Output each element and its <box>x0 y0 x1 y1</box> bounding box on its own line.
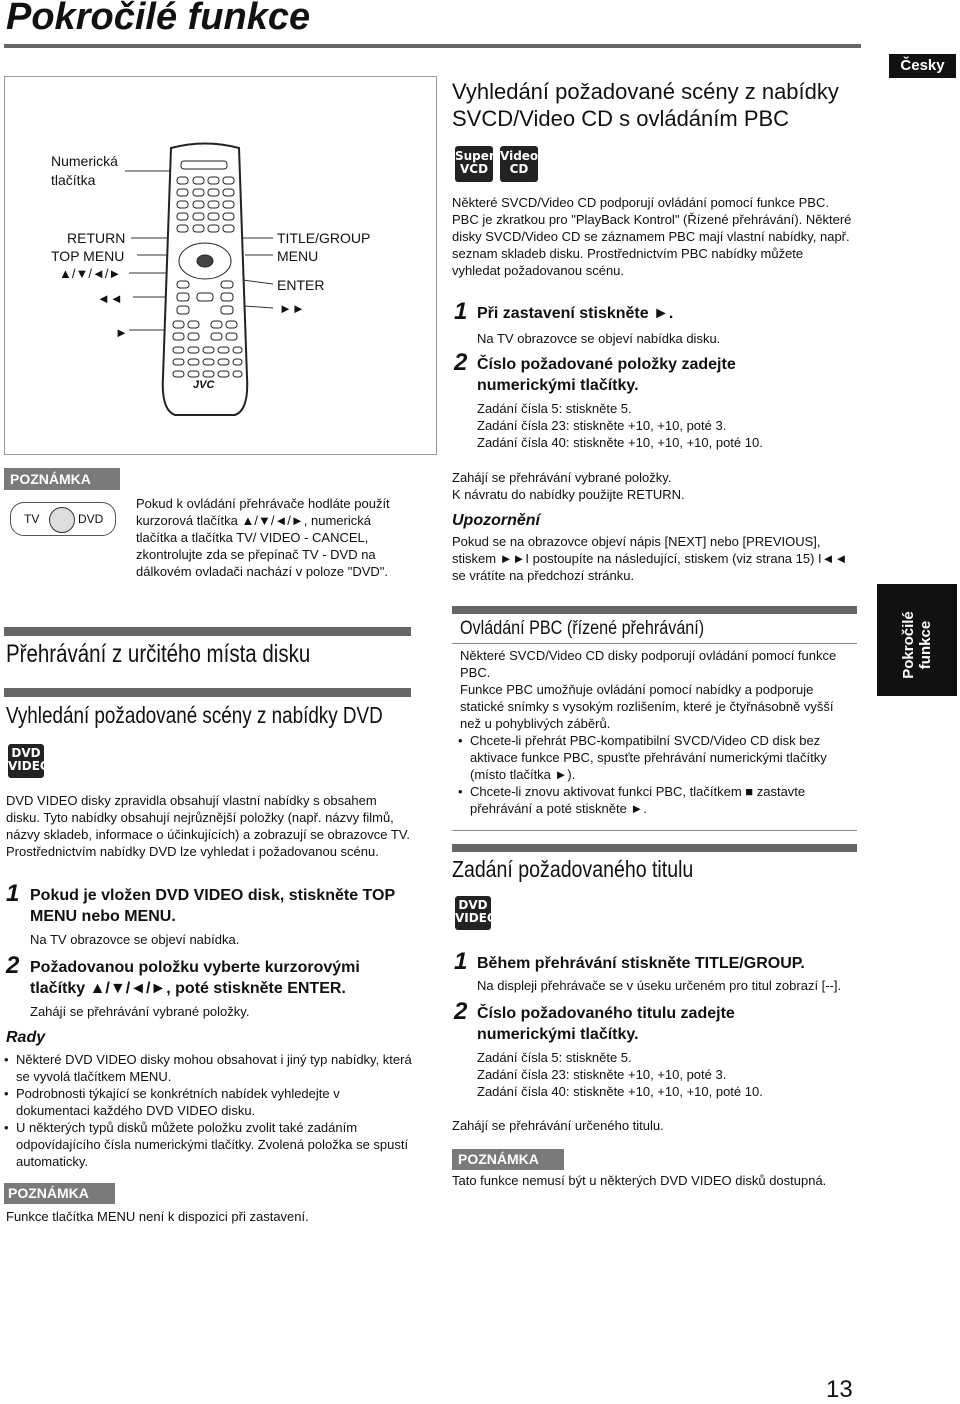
page-number: 13 <box>826 1376 853 1403</box>
example-line: Zadání čísla 40: stiskněte +10, +10, +10, poté 10. <box>477 1084 763 1099</box>
section-rule <box>4 627 411 636</box>
label-prev: ◄◄ <box>97 291 123 306</box>
right-step1: Při zastavení stiskněte ►. <box>477 305 674 322</box>
pbc-title: Ovládání PBC (řízené přehrávání) <box>460 618 705 639</box>
note-badge-right: POZNÁMKA <box>452 1149 564 1170</box>
section-title: Přehrávání z určitého místa disku <box>6 640 311 668</box>
title-section-rule <box>452 844 857 852</box>
remote-illustration <box>4 76 437 455</box>
language-tab: Česky <box>889 54 956 78</box>
tips-list <box>2 1051 412 1170</box>
super-vcd-logo: Super VCD <box>455 146 493 182</box>
right-step1-sub: Na TV obrazovce se objeví nabídka disku. <box>477 331 721 346</box>
pbc-text-2: Funkce PBC umožňuje ovládání pomocí nabídky a podporuje statické snímky s vysokým rozlišením, které je čtyřnásobně vyšší než u pohyblivých záběrů. <box>460 682 834 731</box>
switch-label-dvd: DVD <box>78 512 104 526</box>
label-topmenu: TOP MENU <box>51 248 125 264</box>
dvd-video-logo: DVD VIDEO <box>8 744 44 778</box>
example-line: Zadání čísla 23: stiskněte +10, +10, poté 3. <box>477 418 727 433</box>
note-text-right: Tato funkce nemusí být u některých DVD VIDEO disků dostupná. <box>452 1173 827 1188</box>
pbc-text-1: Některé SVCD/Video CD disky podporují ovládání pomocí funkce PBC. <box>460 648 837 680</box>
pbc-title-rule <box>452 643 857 644</box>
left-step1-number: 1 <box>6 880 20 907</box>
label-numeric: Numerická tlačítka <box>51 153 118 188</box>
note-badge-1: POZNÁMKA <box>4 468 120 490</box>
left-step2-number: 2 <box>6 952 20 979</box>
after-line: K návratu do nabídky použijte RETURN. <box>452 487 685 502</box>
label-next: ►► <box>279 301 305 316</box>
switch-knob <box>49 507 75 533</box>
video-cd-logo: Video CD <box>500 146 538 182</box>
title-step2-sub <box>477 1049 763 1100</box>
title-after: Zahájí se přehrávání určeného titulu. <box>452 1118 664 1133</box>
title-step1-sub: Na displeji přehrávače se v úseku určeném pro titul zobrazí [--]. <box>477 978 842 993</box>
pbc-top-rule <box>452 606 857 614</box>
label-titlegroup: TITLE/GROUP <box>277 230 371 246</box>
subsection-rule <box>4 688 411 697</box>
left-step1-sub: Na TV obrazovce se objeví nabídka. <box>30 932 240 947</box>
pbc-bullets <box>456 732 852 817</box>
pbc-bullet: • Chcete-li přehrát PBC-kompatibilní SVCD/Video CD disk bez aktivace funkce PBC, spusťte přehrávání numerickými tlačítky (místo tlačítka ►). <box>456 732 852 783</box>
title-step1-number: 1 <box>454 948 468 975</box>
side-tab <box>877 584 957 696</box>
right-step2-sub <box>477 400 763 451</box>
left-step1: Pokud je vložen DVD VIDEO disk, stiskněte TOP MENU nebo MENU. <box>30 887 395 925</box>
left-step2-sub: Zahájí se přehrávání vybrané položky. <box>30 1004 250 1019</box>
caution-text: Pokud se na obrazovce objeví nápis [NEXT] nebo [PREVIOUS], stiskem ►►I postoupíte na následující, stiskem (viz strana 15) I◄◄ se vrátíte na předchozí stránku. <box>452 534 848 583</box>
right-after <box>452 469 685 503</box>
right-step2-number: 2 <box>454 349 468 376</box>
label-arrows: ▲/▼/◄/► <box>59 266 122 281</box>
title-step1: Během přehrávání stiskněte TITLE/GROUP. <box>477 955 805 972</box>
left-step2: Požadovanou položku vyberte kurzorovými tlačítky ▲/▼/◄/►, poté stiskněte ENTER. <box>30 959 360 997</box>
label-play: ► <box>115 325 128 340</box>
title-step2-number: 2 <box>454 998 468 1025</box>
right-heading: Vyhledání požadované scény z nabídky SVCD/Video CD s ovládáním PBC <box>452 79 839 131</box>
pbc-bullet: • Chcete-li znovu aktivovat funkci PBC, tlačítkem ■ zastavte přehrávání a poté stiskněte ►. <box>456 783 852 817</box>
label-return: RETURN <box>67 230 126 246</box>
tip-item: • U některých typů disků můžete položku zvolit také zadáním odpovídajícího čísla numerickými tlačítky. Zvolená položka se spustí automaticky. <box>2 1119 412 1170</box>
right-intro: Některé SVCD/Video CD podporují ovládání pomocí funkce PBC. PBC je zkratkou pro "PlayBack Kontrol" (Řízené přehrávání). Některé disky SVCD/Video CD se záznamem PBC mají vlastní nabídky, např. seznam skladeb disku. Prostřednictvím PBC nabídky můžete vyhledat požadovanou scénu. <box>452 195 852 278</box>
tv-dvd-switch <box>10 502 116 536</box>
left-intro: DVD VIDEO disky zpravidla obsahují vlastní nabídky s obsahem disku. Tyto nabídky obsahují nejrůznější položky (např. názvy filmů, názvy skladeb, informace o účinkujících) a zobrazují se obrazovce TV. Prostřednictvím nabídky DVD lze vyhledat i požadovanou scénu. <box>6 793 410 859</box>
note-text-1: Pokud k ovládání přehrávače hodláte použít kurzorová tlačítka ▲/▼/◄/►, numerická tlačítka a tlačítka TV/ VIDEO - CANCEL, zkontrolujte zda se přepínač TV - DVD na dálkovém ovladači nachází v poloze "DVD". <box>136 496 390 579</box>
example-line: Zadání čísla 5: stiskněte 5. <box>477 1050 632 1065</box>
pbc-bottom-rule <box>452 830 857 831</box>
title-heading: Zadání požadovaného titulu <box>452 856 694 882</box>
label-enter: ENTER <box>277 277 325 293</box>
after-line: Zahájí se přehrávání vybrané položky. <box>452 470 672 485</box>
subsection-title: Vyhledání požadované scény z nabídky DVD <box>6 702 383 728</box>
example-line: Zadání čísla 40: stiskněte +10, +10, +10, poté 10. <box>477 435 763 450</box>
note-text-left: Funkce tlačítka MENU není k dispozici při zastavení. <box>6 1209 309 1224</box>
example-line: Zadání čísla 23: stiskněte +10, +10, poté 3. <box>477 1067 727 1082</box>
right-step2: Číslo požadované položky zadejte numerickými tlačítky. <box>477 356 736 394</box>
remote-brand: JVC <box>193 379 215 391</box>
remote-drawing <box>5 77 436 454</box>
title-rule <box>4 44 861 48</box>
tips-title: Rady <box>6 1029 46 1046</box>
tip-item: • Podrobnosti týkající se konkrétních nabídek vyhledejte v dokumentaci každého DVD VIDEO disku. <box>2 1085 412 1119</box>
note-badge-left: POZNÁMKA <box>4 1183 115 1204</box>
tip-item: • Některé DVD VIDEO disky mohou obsahovat i jiný typ nabídky, která se vyvolá tlačítkem MENU. <box>2 1051 412 1085</box>
switch-label-tv: TV <box>24 512 40 526</box>
caution-title: Upozornění <box>452 512 540 529</box>
right-step1-number: 1 <box>454 298 468 325</box>
title-step2: Číslo požadovaného titulu zadejte numerickými tlačítky. <box>477 1005 735 1043</box>
label-menu: MENU <box>277 248 319 264</box>
page-title: Pokročilé funkce <box>6 0 311 38</box>
example-line: Zadání čísla 5: stiskněte 5. <box>477 401 632 416</box>
side-tab-label: Pokročilé funkce <box>900 611 934 679</box>
dvd-video-logo-2: DVD VIDEO <box>455 896 491 930</box>
